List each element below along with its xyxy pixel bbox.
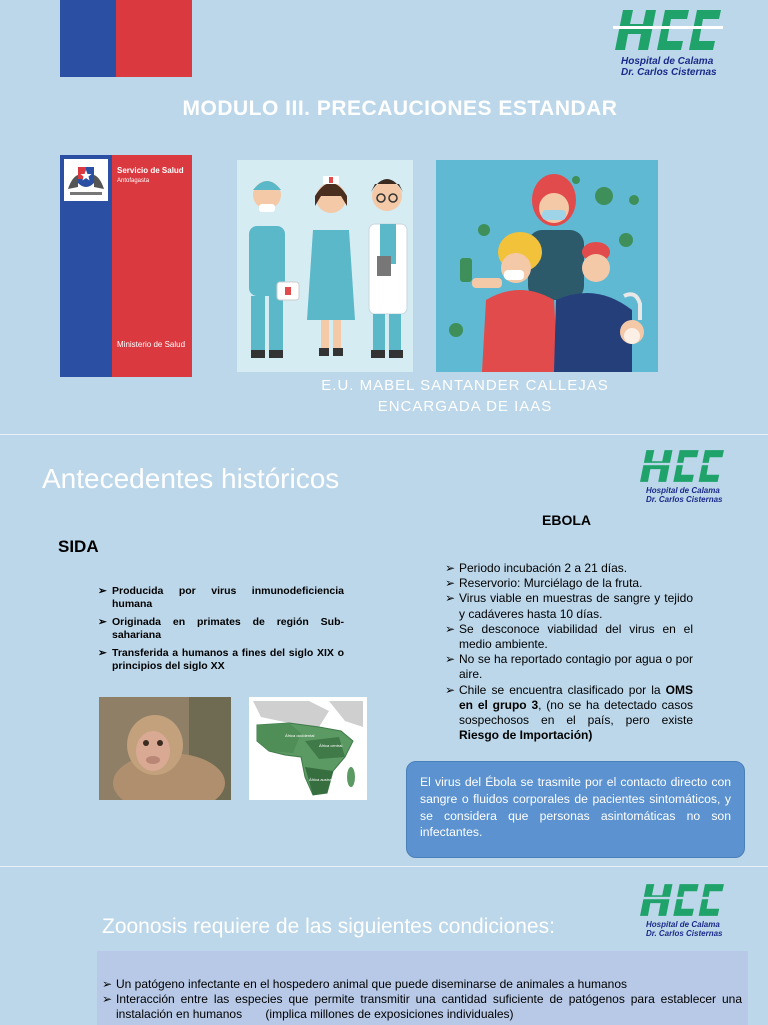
map-label: África occidental [285,733,315,738]
ebola-transmission-callout: El virus del Ébola se trasmite por el contacto directo con sangre o fluidos corporales de pacientes sintomáticos, y se considera que personas asintomáticas no son infectantes. [406,761,745,858]
list-item: ➢ Un patógeno infectante en el hospedero animal que puede diseminarse de animales a humanos [102,977,628,991]
author-name: E.U. MABEL SANTANDER CALLEJAS [321,377,609,394]
hcc-logo-icon [638,881,726,919]
coat-of-arms-icon [64,159,108,201]
map-label: África austral [309,777,333,782]
slide2-title: Antecedentes históricos [42,463,340,494]
list-item: ➢ Interacción entre las especies que permite transmitir una cantidad suficiente de patógenos para establecer una instalación en humanos (implica millones de exposiciones individuales) [102,992,746,1021]
hcc-logo-line1: Hospital de Calama [646,920,720,929]
list-item: ➢ Chile se encuentra clasificado por la OMS en el grupo 3, (no se ha detectado casos sospechosos en el país, pero existe Riesgo de Importación) [445,682,693,743]
ministry-logo-region: Antofagasta [117,178,150,184]
ministry-logo-service: Servicio de Salud [117,166,184,175]
author-role: ENCARGADA DE IAAS [377,398,553,415]
list-item: ➢ Periodo incubación 2 a 21 días. [445,561,628,575]
sida-heading: SIDA [58,537,99,556]
sida-list [98,585,344,678]
monkey-photo [99,697,231,800]
hcc-logo-line2: Dr. Carlos Cisternas [621,67,717,78]
africa-map [249,697,367,800]
list-item: ➢ Producida por virus inmunodeficiencia humana [98,585,344,610]
hcc-logo-line1: Hospital de Calama [621,56,714,67]
bullet-arrow-icon: ➢ [98,585,107,597]
bullet-arrow-icon: ➢ [445,561,456,575]
bullet-arrow-icon: ➢ [102,992,113,1006]
list-item: ➢ Transferida a humanos a fines del siglo XIX o principios del siglo XX [98,647,344,672]
slide1-title: MODULO III. PRECAUCIONES ESTANDAR [182,97,618,120]
ebola-list [445,561,693,743]
list-item: ➢ Virus viable en muestras de sangre y tejido y cadáveres hasta 10 días. [445,591,693,621]
bullet-arrow-icon: ➢ [102,977,113,991]
hcc-logo-line2: Dr. Carlos Cisternas [646,929,723,938]
bullet-arrow-icon: ➢ [445,682,456,697]
hcc-logo [613,6,723,78]
bullet-arrow-icon: ➢ [445,621,456,636]
map-label: África central [319,743,343,748]
covid-prevention-illustration [436,160,658,372]
zoonosis-conditions-list [102,977,746,1022]
hcc-logo-icon [613,6,723,54]
ministry-logo [60,155,192,377]
hcc-logo [638,447,748,519]
bullet-arrow-icon: ➢ [98,647,107,659]
slide-zoonosis [0,866,768,1025]
bullet-arrow-icon: ➢ [445,591,456,606]
slide-antecedentes [0,434,768,865]
hcc-logo [638,881,748,953]
hcc-logo-icon [638,447,726,485]
list-item: ➢ Originada en primates de región Sub-sahariana [98,616,344,641]
list-item: ➢ Reservorio: Murciélago de la fruta. [445,576,643,591]
bullet-arrow-icon: ➢ [445,576,456,591]
bullet-arrow-icon: ➢ [445,652,456,667]
chile-flag-band [60,0,192,77]
ministry-logo-ministry: Ministerio de Salud [117,340,186,349]
slide-title [0,0,768,432]
hcc-logo-line1: Hospital de Calama [646,486,720,495]
hcc-logo-line2: Dr. Carlos Cisternas [646,495,723,504]
slide3-title: Zoonosis requiere de las siguientes condiciones: [102,915,555,938]
ebola-heading: EBOLA [542,512,591,528]
list-item: ➢ Se desconoce viabilidad del virus en el medio ambiente. [445,621,693,652]
health-workers-illustration [237,160,413,372]
bullet-arrow-icon: ➢ [98,616,107,628]
list-item: ➢ No se ha reportado contagio por agua o por aire. [445,652,693,682]
